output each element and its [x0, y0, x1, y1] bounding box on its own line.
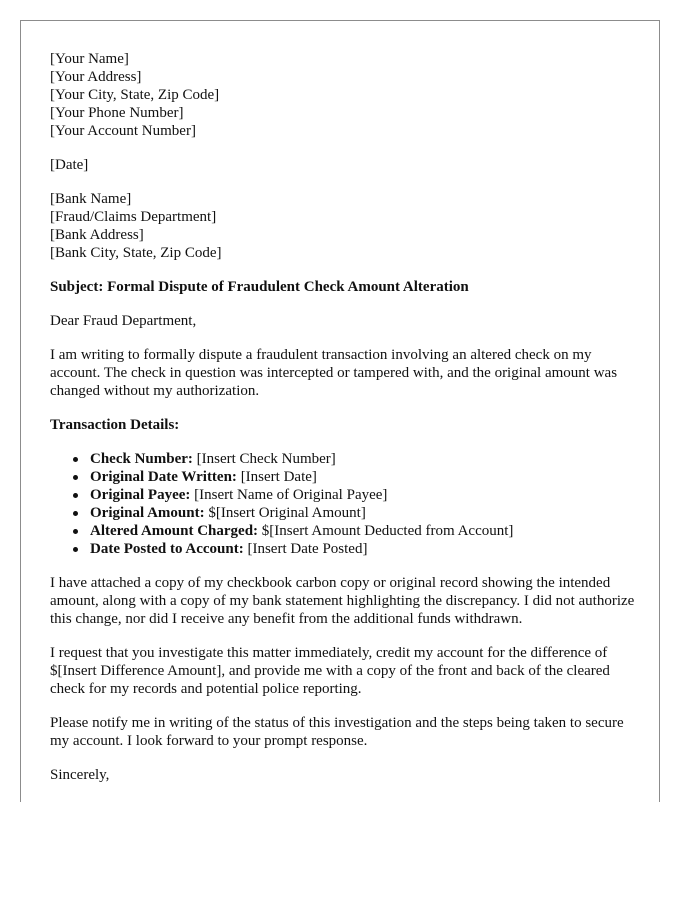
date-text: [Date] [50, 157, 89, 173]
bullet-icon [73, 529, 78, 534]
bank-address: [Bank Address] [50, 227, 144, 243]
bullet-icon [73, 493, 78, 498]
list-item [90, 540, 645, 558]
detail-label: Original Date Written: [90, 469, 237, 485]
sender-address-block [50, 50, 645, 140]
closing: Sincerely, [50, 767, 110, 783]
list-item [90, 504, 645, 522]
bullet-icon [73, 457, 78, 462]
detail-label: Date Posted to Account: [90, 541, 244, 557]
sender-address: [Your Address] [50, 69, 142, 85]
request-paragraph: I request that you investigate this matter immediately, credit my account for the difference of $[Insert Difference Amount], and provide me with a copy of the front and back of the cleared check for my records and potential police reporting. [50, 645, 610, 697]
detail-value: $[Insert Amount Deducted from Account] [258, 523, 514, 539]
bank-department: [Fraud/Claims Department] [50, 209, 217, 225]
notify-paragraph: Please notify me in writing of the status of this investigation and the steps being taken to secure my account. I look forward to your prompt response. [50, 715, 624, 749]
sender-city-state-zip: [Your City, State, Zip Code] [50, 87, 220, 103]
detail-value: [Insert Date Posted] [243, 541, 368, 557]
detail-label: Original Payee: [90, 487, 191, 503]
list-item [90, 468, 645, 486]
detail-value: [Insert Check Number] [192, 451, 336, 467]
bank-city-state-zip: [Bank City, State, Zip Code] [50, 245, 222, 261]
salutation: Dear Fraud Department, [50, 313, 197, 329]
intro-paragraph: I am writing to formally dispute a fraudulent transaction involving an altered check on my account. The check in question was intercepted or tampered with, and the original amount was changed without my authorization. [50, 347, 618, 399]
detail-label: Original Amount: [90, 505, 205, 521]
bullet-icon [73, 511, 78, 516]
sender-name: [Your Name] [50, 51, 129, 67]
subject-line: Subject: Formal Dispute of Fraudulent Check Amount Alteration [50, 279, 469, 295]
detail-value: [Insert Name of Original Payee] [190, 487, 388, 503]
list-item [90, 522, 645, 540]
list-item [90, 486, 645, 504]
detail-value: [Insert Date] [236, 469, 317, 485]
bank-name: [Bank Name] [50, 191, 132, 207]
letter-date [50, 156, 645, 174]
bullet-icon [73, 547, 78, 552]
sender-account-number: [Your Account Number] [50, 123, 196, 139]
detail-label: Check Number: [90, 451, 193, 467]
list-item [90, 450, 645, 468]
transaction-details-list [50, 450, 645, 558]
detail-value: $[Insert Original Amount] [204, 505, 366, 521]
letter-page [20, 20, 660, 802]
detail-label: Altered Amount Charged: [90, 523, 259, 539]
letter-body [50, 50, 645, 784]
attachments-paragraph: I have attached a copy of my checkbook carbon copy or original record showing the intended amount, along with a copy of my bank statement highlighting the discrepancy. I did not authorize this change, nor did I receive any benefit from the additional funds withdrawn. [50, 575, 635, 627]
sender-phone: [Your Phone Number] [50, 105, 184, 121]
bullet-icon [73, 475, 78, 480]
transaction-details-heading: Transaction Details: [50, 417, 180, 433]
recipient-address-block [50, 190, 645, 262]
